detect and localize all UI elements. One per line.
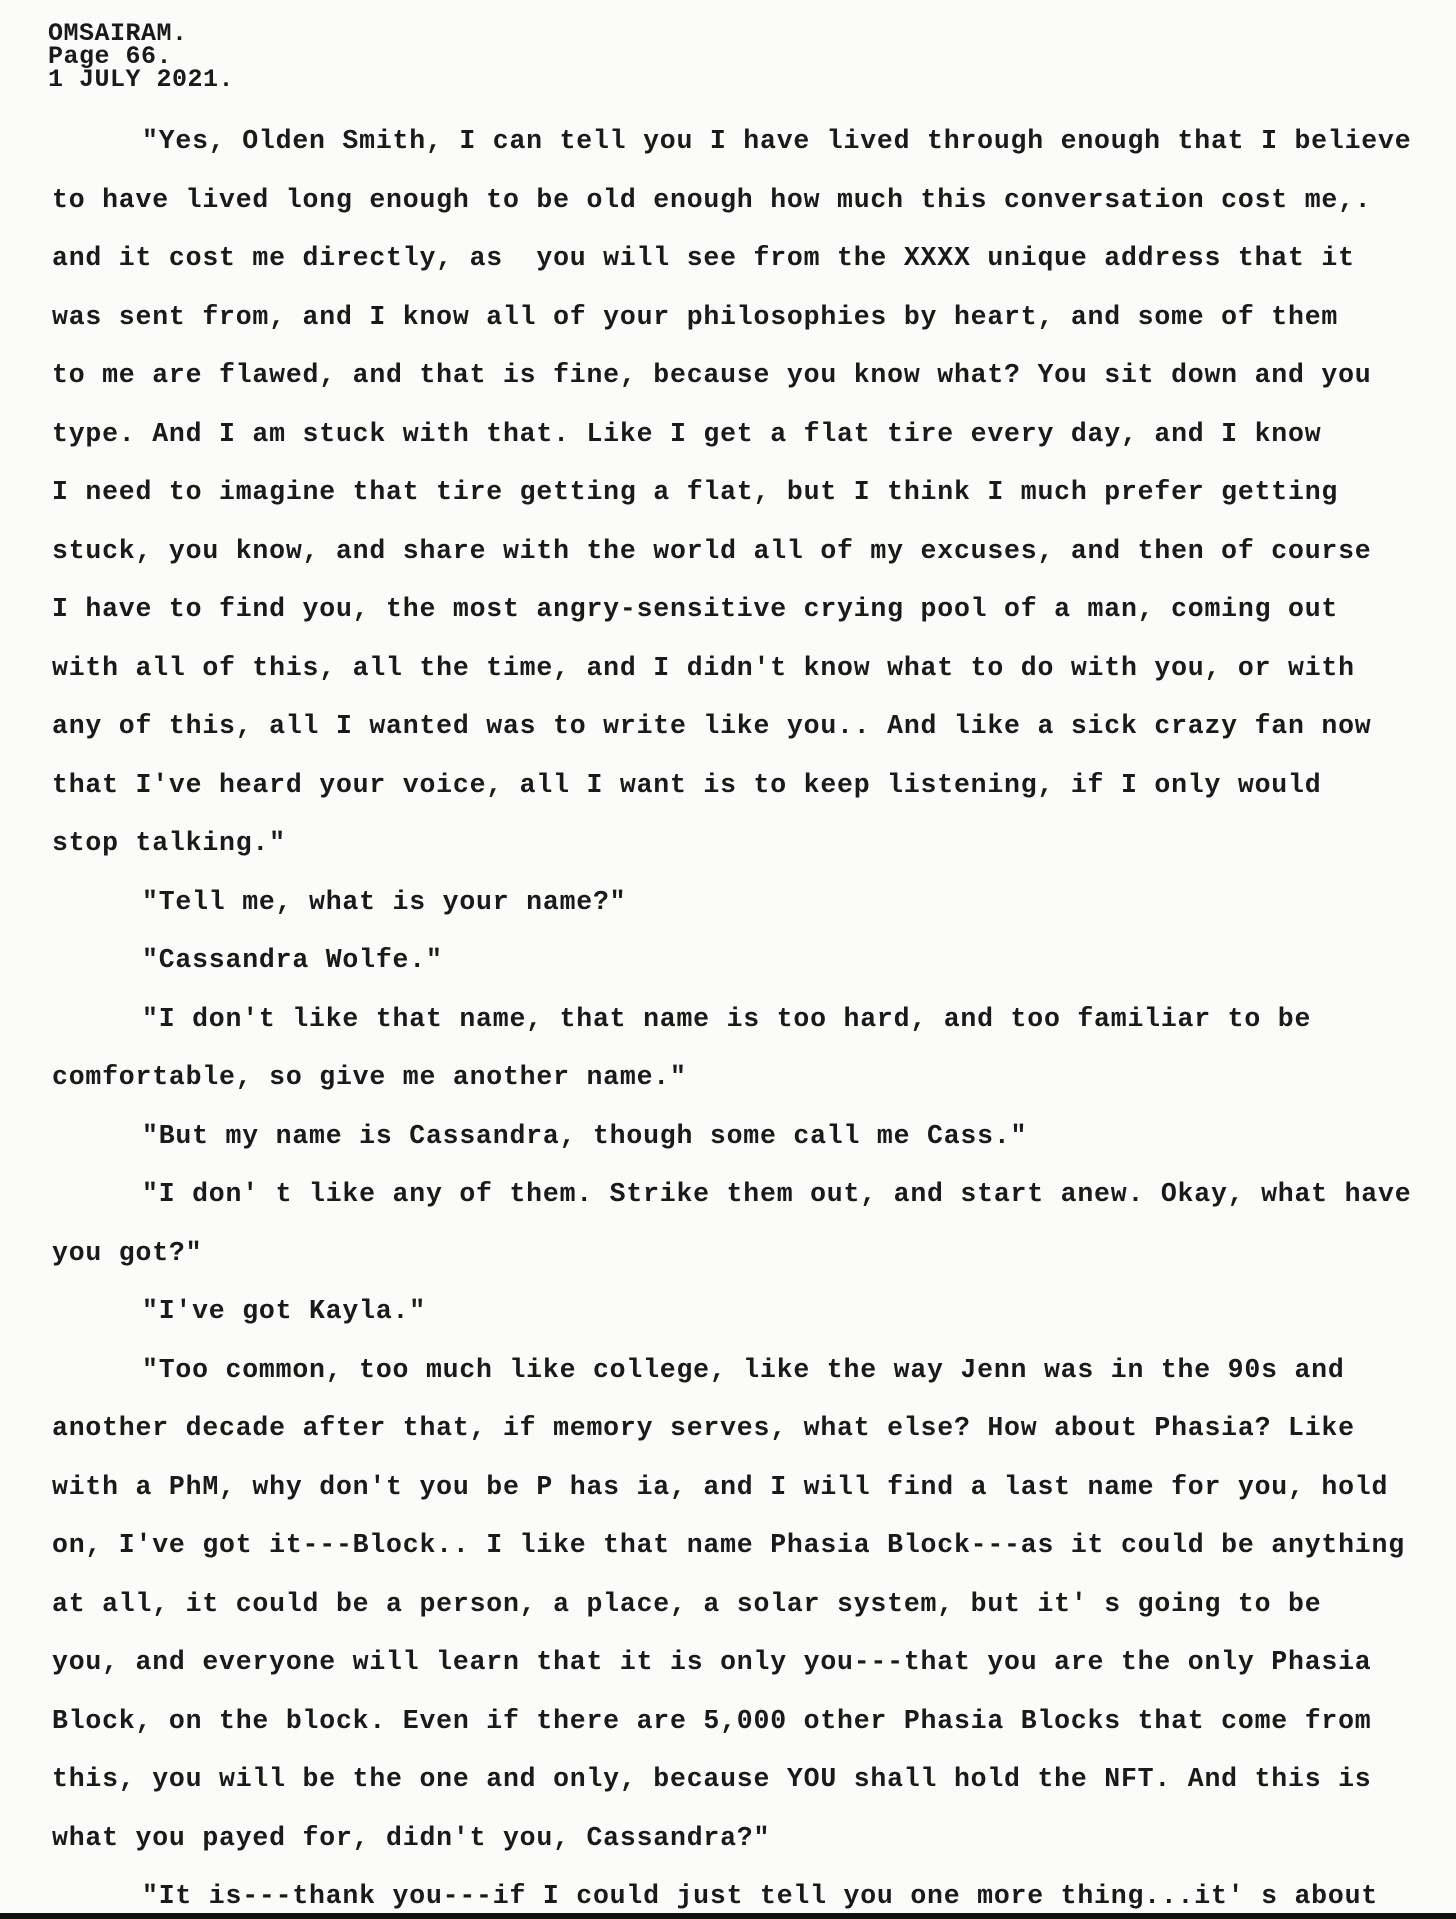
- text-line: to me are flawed, and that is fine, because you know what? You sit down and you: [52, 360, 1372, 390]
- page-header: [48, 19, 235, 94]
- text-line: that I've heard your voice, all I want is to keep listening, if I only would: [52, 769, 1322, 800]
- text-line: at all, it could be a person, a place, a solar system, but it' s going to be: [52, 1588, 1322, 1619]
- text-line: you got?": [52, 1237, 203, 1268]
- text-line: "It is---thank you---if I could just tell you one more thing...it' s about: [142, 1881, 1378, 1911]
- text-line: on, I've got it---Block.. I like that name Phasia Block---as it could be anything: [52, 1530, 1405, 1560]
- text-line: and it cost me directly, as you will see from the XXXX unique address that it: [52, 243, 1355, 273]
- text-line: any of this, all I wanted was to write like you.. And like a sick crazy fan now: [52, 711, 1372, 741]
- text-line: stuck, you know, and share with the world all of my excuses, and then of course: [52, 535, 1372, 566]
- text-line: I need to imagine that tire getting a flat, but I think I much prefer getting: [52, 477, 1339, 507]
- text-line: "I've got Kayla.": [142, 1296, 426, 1326]
- text-line: "Yes, Olden Smith, I can tell you I have lived through enough that I believe: [142, 126, 1412, 156]
- text-line: "Too common, too much like college, like the way Jenn was in the 90s and: [142, 1354, 1345, 1385]
- text-line: was sent from, and I know all of your philosophies by heart, and some of them: [52, 301, 1339, 332]
- text-line: "I don' t like any of them. Strike them out, and start anew. Okay, what have: [142, 1179, 1412, 1209]
- text-line: Block, on the block. Even if there are 5,000 other Phasia Blocks that come from: [52, 1705, 1372, 1736]
- text-line: this, you will be the one and only, because YOU shall hold the NFT. And this is: [52, 1764, 1372, 1794]
- text-line: type. And I am stuck with that. Like I get a flat tire every day, and I know: [52, 418, 1322, 449]
- text-line: "Cassandra Wolfe.": [142, 945, 443, 975]
- text-line: "I don't like that name, that name is too hard, and too familiar to be: [142, 1003, 1312, 1034]
- text-line: to have lived long enough to be old enough how much this conversation cost me,.: [52, 184, 1372, 215]
- header-title: OMSAIRAM.: [48, 19, 188, 48]
- text-line: I have to find you, the most angry-sensitive crying pool of a man, coming out: [52, 594, 1339, 624]
- text-line: another decade after that, if memory serves, what else? How about Phasia? Like: [52, 1413, 1355, 1443]
- text-line: comfortable, so give me another name.": [52, 1062, 687, 1092]
- header-page-number: Page 66.: [48, 42, 173, 71]
- text-line: what you payed for, didn't you, Cassandra?": [52, 1822, 771, 1853]
- text-line: "But my name is Cassandra, though some call me Cass.": [142, 1120, 1028, 1151]
- text-line: with a PhM, why don't you be P has ia, and I will find a last name for you, hold: [52, 1471, 1389, 1502]
- header-date: 1 JULY 2021.: [48, 65, 235, 94]
- text-line: stop talking.": [52, 828, 286, 858]
- text-line: you, and everyone will learn that it is only you---that you are the only Phasia: [52, 1647, 1372, 1677]
- scan-bottom-edge: [0, 1913, 1456, 1919]
- manuscript-body: [52, 112, 1452, 1919]
- text-line: with all of this, all the time, and I didn't know what to do with you, or with: [52, 652, 1355, 683]
- text-line: "Tell me, what is your name?": [142, 886, 627, 917]
